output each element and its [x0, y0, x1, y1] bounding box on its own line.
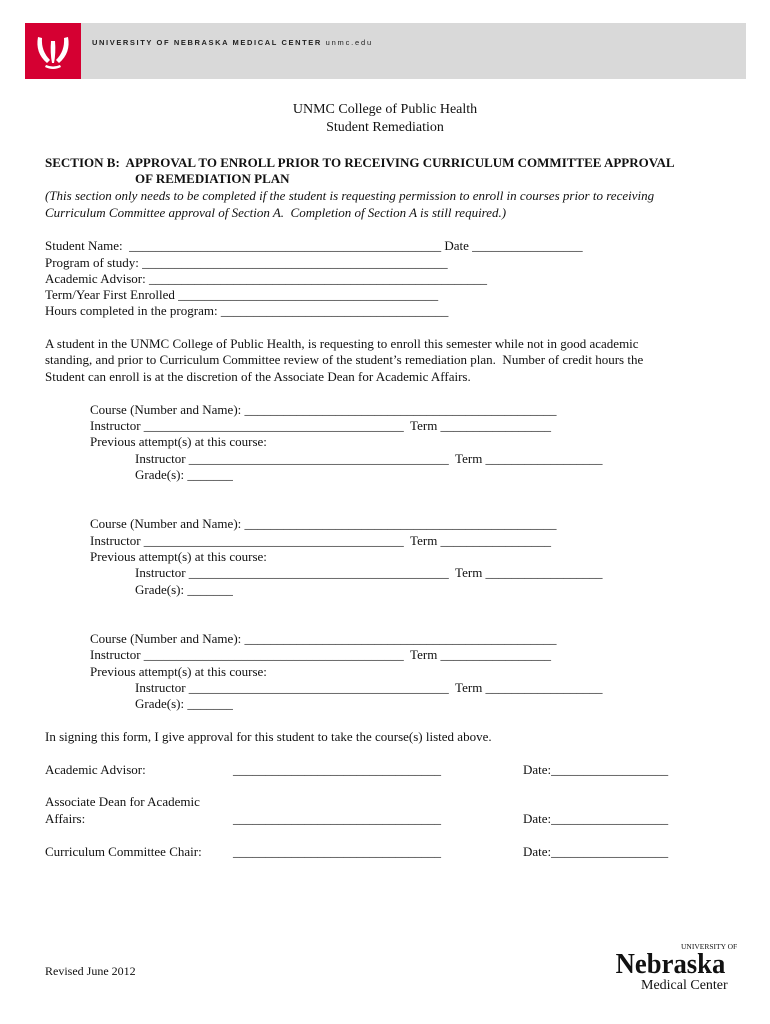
document-title: UNMC College of Public Health: [292, 102, 478, 117]
course-instructor-field[interactable]: Instructor ________________________________________ Term _________________: [90, 647, 552, 662]
document-subtitle: Student Remediation: [326, 120, 444, 135]
grades-field[interactable]: Grade(s): _______: [135, 467, 233, 482]
signing-statement: In signing this form, I give approval for this student to take the course(s) listed above.: [45, 729, 492, 744]
previous-attempts-label: Previous attempt(s) at this course:: [90, 434, 267, 449]
hours-completed-field[interactable]: Hours completed in the program: ___________________________________: [45, 303, 449, 318]
remediation-paragraph: A student in the UNMC College of Public Health, is requesting to enroll this semester while not in good academic: [45, 336, 639, 351]
revised-date: Revised June 2012: [45, 964, 136, 978]
chair-signature-line[interactable]: ________________________________: [233, 844, 441, 859]
section-heading: SECTION B: APPROVAL TO ENROLL PRIOR TO RECEIVING CURRICULUM COMMITTEE APPROVAL: [45, 155, 675, 170]
course-instructor-field[interactable]: Instructor ________________________________________ Term _________________: [90, 418, 552, 433]
section-note: (This section only needs to be completed if the student is requesting permission to enroll in courses prior to receiving: [45, 188, 655, 203]
unmc-logo: [25, 23, 81, 79]
previous-instructor-field[interactable]: Instructor ________________________________________ Term __________________: [135, 565, 603, 580]
logo-medical-center: Medical Center: [641, 978, 728, 993]
course-name-field[interactable]: Course (Number and Name): ________________________________________________: [90, 631, 557, 646]
header-brand: [92, 38, 373, 47]
advisor-signature-label: Academic Advisor:: [45, 762, 146, 777]
section-heading-cont: OF REMEDIATION PLAN: [135, 171, 290, 186]
student-name-field[interactable]: Student Name: ________________________________________________ Date _________________: [45, 238, 583, 253]
academic-advisor-field[interactable]: Academic Advisor: ____________________________________________________: [45, 271, 487, 286]
program-of-study-field[interactable]: Program of study: _______________________________________________: [45, 255, 448, 270]
nebraska-logo-icon: [612, 940, 742, 996]
grades-field[interactable]: Grade(s): _______: [135, 696, 233, 711]
grades-field[interactable]: Grade(s): _______: [135, 582, 233, 597]
previous-instructor-field[interactable]: Instructor ________________________________________ Term __________________: [135, 451, 603, 466]
unmc-logo-icon: [25, 23, 81, 79]
header-url: unmc.edu: [325, 38, 373, 47]
dean-signature-label-cont: Affairs:: [45, 811, 86, 826]
header-band: [25, 23, 746, 79]
previous-attempts-label: Previous attempt(s) at this course:: [90, 664, 267, 679]
course-instructor-field[interactable]: Instructor ________________________________________ Term _________________: [90, 533, 552, 548]
remediation-paragraph-line3: Student can enroll is at the discretion of the Associate Dean for Academic Affairs.: [45, 369, 471, 384]
course-name-field[interactable]: Course (Number and Name): ________________________________________________: [90, 402, 557, 417]
section-note-cont: Curriculum Committee approval of Section A. Completion of Section A is still required.): [45, 205, 507, 220]
term-year-field[interactable]: Term/Year First Enrolled ________________________________________: [45, 287, 439, 302]
logo-nebraska: Nebraska: [615, 948, 726, 981]
chair-date-field[interactable]: Date:__________________: [523, 844, 669, 859]
course-name-field[interactable]: Course (Number and Name): ________________________________________________: [90, 516, 557, 531]
advisor-date-field[interactable]: Date:__________________: [523, 762, 669, 777]
advisor-signature-line[interactable]: ________________________________: [233, 762, 441, 777]
chair-signature-label: Curriculum Committee Chair:: [45, 844, 202, 859]
remediation-paragraph-line2: standing, and prior to Curriculum Committee review of the student’s remediation plan. Number of credit hours the: [45, 352, 644, 367]
previous-instructor-field[interactable]: Instructor ________________________________________ Term __________________: [135, 680, 603, 695]
logo-university-of: UNIVERSITY OF: [681, 942, 738, 951]
header-brand-text: UNIVERSITY OF NEBRASKA MEDICAL CENTER: [92, 38, 322, 47]
dean-signature-line[interactable]: ________________________________: [233, 811, 441, 826]
dean-date-field[interactable]: Date:__________________: [523, 811, 669, 826]
previous-attempts-label: Previous attempt(s) at this course:: [90, 549, 267, 564]
dean-signature-label: Associate Dean for Academic: [45, 794, 200, 809]
nebraska-medical-center-logo: [612, 940, 742, 1000]
